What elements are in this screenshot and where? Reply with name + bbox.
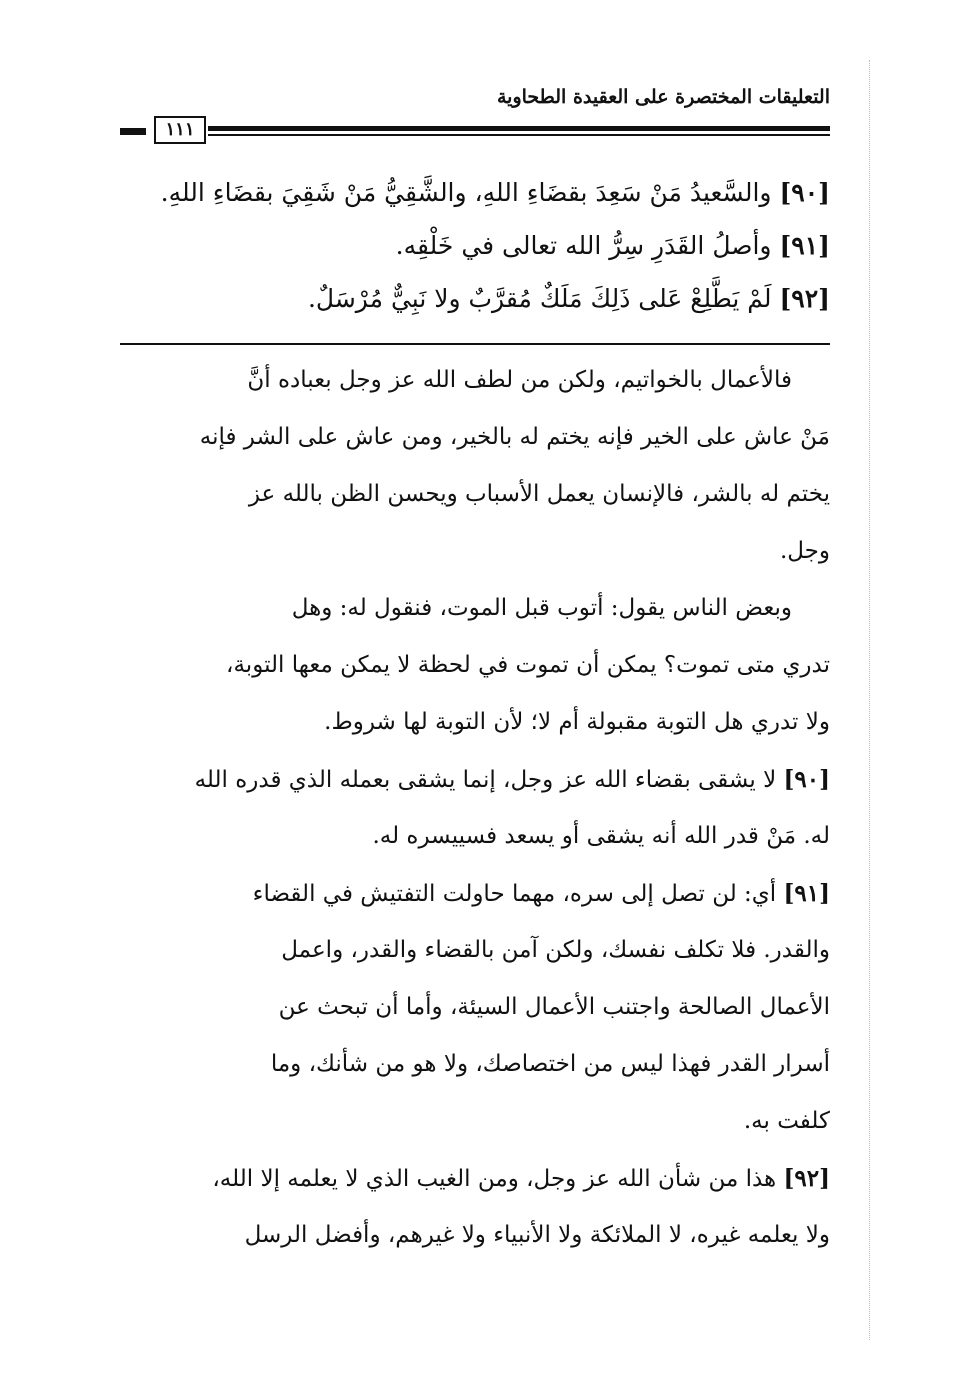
note-91 bbox=[120, 865, 830, 1150]
rule-stub bbox=[120, 128, 146, 135]
matn-text: والسَّعيدُ مَنْ سَعِدَ بقضَاءِ اللهِ، والشَّقِيُّ مَنْ شَقِيَ بقضَاءِ اللهِ. bbox=[160, 178, 772, 207]
text-line: مَنْ عاش على الخير فإنه يختم له بالخير، ومن عاش على الشر فإنه bbox=[199, 424, 830, 450]
rule-thick bbox=[208, 126, 830, 131]
note-number: [٩٠] bbox=[783, 766, 830, 793]
header-rule bbox=[120, 119, 830, 140]
note-number: [٩٢] bbox=[783, 1165, 830, 1192]
note-92 bbox=[120, 1150, 830, 1264]
commentary-paragraph-1 bbox=[120, 352, 830, 580]
note-number: [٩١] bbox=[783, 880, 830, 907]
matn-number: [٩٠] bbox=[779, 178, 830, 207]
text-line: يختم له بالشر، فالإنسان يعمل الأسباب ويحسن الظن بالله عز bbox=[248, 481, 830, 507]
commentary-block bbox=[120, 352, 830, 1264]
note-90 bbox=[120, 751, 830, 865]
note-text: هذا من شأن الله عز وجل، ومن الغيب الذي لا يعلمه إلا الله، bbox=[212, 1166, 777, 1192]
note-text: أي: لن تصل إلى سره، مهما حاولت التفتيش في القضاء bbox=[252, 881, 777, 907]
text-line: ولا يعلمه غيره، لا الملائكة ولا الأنبياء ولا غيرهم، وأفضل الرسل bbox=[244, 1222, 830, 1248]
text-line: له. مَنْ قدر الله أنه يشقى أو يسعد فسييسره له. bbox=[372, 823, 830, 849]
matn-text: وأصلُ القَدَرِ سِرُّ الله تعالى في خَلْقِه. bbox=[395, 231, 772, 260]
text-line: والقدر. فلا تكلف نفسك، ولكن آمن بالقضاء والقدر، واعمل bbox=[281, 937, 830, 963]
page-number: ١١١ bbox=[154, 116, 206, 144]
text-line: تدري متى تموت؟ يمكن أن تموت في لحظة لا يمكن معها التوبة، bbox=[226, 652, 830, 678]
matn-number: [٩٢] bbox=[779, 284, 830, 313]
matn-text: لَمْ يَطَّلِعْ عَلى ذَلِكَ مَلَكٌ مُقرَّبٌ ولا نَبِيٌّ مُرْسَلٌ. bbox=[307, 284, 772, 313]
matn-line-92 bbox=[120, 272, 830, 325]
matn-line-91 bbox=[120, 219, 830, 272]
text-line bbox=[120, 865, 830, 922]
text-line: وبعض الناس يقول: أتوب قبل الموت، فنقول له: وهل bbox=[291, 595, 792, 621]
text-line: فالأعمال بالخواتيم، ولكن من لطف الله عز وجل بعباده أنَّ bbox=[247, 367, 792, 393]
scan-edge-dots bbox=[868, 60, 870, 1340]
text-line: أسرار القدر فهذا ليس من اختصاصك، ولا هو من شأنك، وما bbox=[270, 1051, 830, 1077]
matn-block bbox=[120, 166, 830, 325]
matn-line-90 bbox=[120, 166, 830, 219]
rule-thin bbox=[208, 134, 830, 136]
running-title: التعليقات المختصرة على العقيدة الطحاوية bbox=[496, 86, 830, 108]
text-line: كلفت به. bbox=[743, 1108, 830, 1134]
text-line: وجل. bbox=[779, 538, 830, 564]
commentary-paragraph-2 bbox=[120, 580, 830, 751]
text-line bbox=[120, 1150, 830, 1207]
matn-number: [٩١] bbox=[779, 231, 830, 260]
text-line bbox=[120, 751, 830, 808]
note-text: لا يشقى بقضاء الله عز وجل، إنما يشقى بعمله الذي قدره الله bbox=[194, 767, 777, 793]
matn-commentary-divider bbox=[120, 343, 830, 345]
text-line: الأعمال الصالحة واجتنب الأعمال السيئة، وأما أن تبحث عن bbox=[278, 994, 830, 1020]
text-line: ولا تدري هل التوبة مقبولة أم لا؛ لأن التوبة لها شروط. bbox=[324, 709, 830, 735]
